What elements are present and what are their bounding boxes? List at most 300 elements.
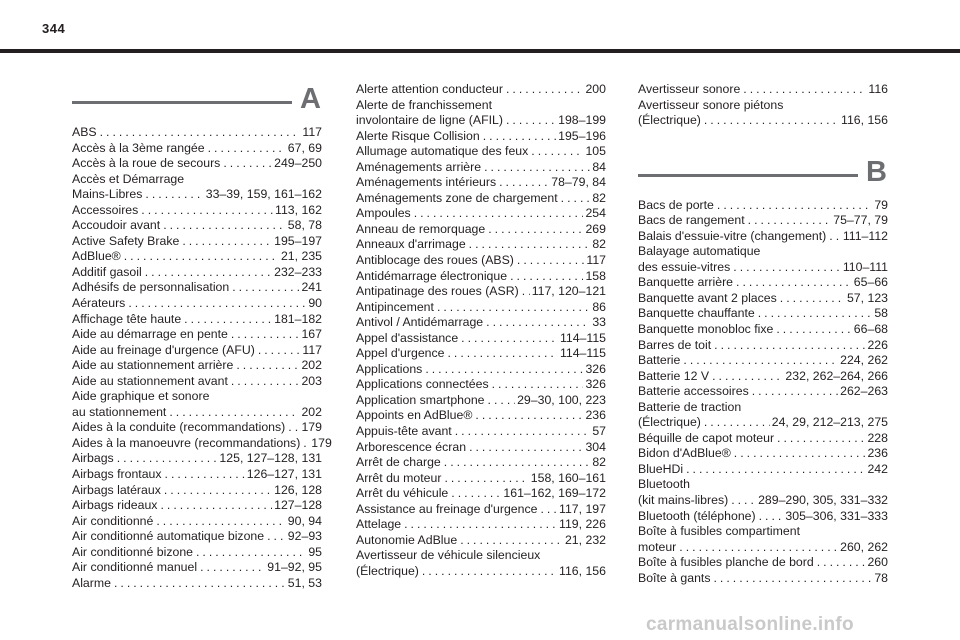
index-entry (638, 338, 888, 354)
index-entry (356, 471, 606, 487)
entry-line (638, 493, 888, 509)
entry-label: Attelage (356, 517, 402, 532)
entry-line (356, 269, 606, 285)
entry-label: Alarme (72, 575, 111, 590)
entry-line (356, 175, 606, 191)
dot-leader (506, 113, 556, 129)
entry-label: Airbags (72, 451, 114, 466)
index-entry (638, 477, 888, 508)
entry-label: Antidémarrage électronique (356, 268, 508, 283)
entry-line (72, 451, 322, 467)
entry-label: Banquette arrière (638, 275, 734, 290)
dot-leader (460, 533, 563, 549)
entry-label: Batterie accessoires (638, 384, 749, 399)
dot-leader (743, 82, 866, 98)
entry-line (356, 160, 606, 176)
entry-label: Aérateurs (72, 296, 126, 311)
index-entry (72, 358, 322, 374)
entry-pages: 200 (585, 82, 606, 96)
index-entry (72, 483, 322, 499)
entry-pages: 110–111 (842, 259, 888, 274)
entry-pages: 158, 160–161 (530, 470, 606, 485)
entry-line (638, 446, 888, 462)
index-entries (638, 82, 888, 129)
entry-line (356, 564, 606, 580)
entry-label: Antiblocage des roues (ABS) (356, 253, 514, 268)
index-entry (638, 82, 888, 98)
entry-label: Air conditionné (72, 513, 154, 528)
entry-line (72, 156, 322, 172)
index-entry (356, 517, 606, 533)
index-entry (638, 306, 888, 322)
dot-leader (683, 353, 838, 369)
entry-pages: 90 (308, 296, 322, 311)
entry-label: Application smartphone (356, 392, 485, 407)
index-entry (356, 455, 606, 471)
entry-pages: 105 (585, 144, 606, 159)
dot-leader (736, 275, 852, 291)
entry-label: Accoudoir avant (72, 218, 161, 233)
index-entry (72, 529, 322, 545)
section-letter: A (300, 83, 321, 115)
dot-leader (510, 269, 583, 285)
entry-line (356, 408, 606, 424)
index-entry (72, 265, 322, 281)
dot-leader (776, 322, 851, 338)
index-entry (72, 234, 322, 250)
index-entry (356, 408, 606, 424)
entry-label: Boîte à fusibles planche de bord (638, 555, 814, 570)
entry-pages: 241 (301, 280, 322, 295)
entry-label: Airbags frontaux (72, 467, 162, 482)
entry-pages: 236 (585, 408, 606, 423)
index-entry (72, 374, 322, 390)
entry-line (72, 249, 322, 265)
section-rule (638, 174, 858, 177)
index-entry (638, 462, 888, 478)
entry-line (72, 467, 322, 483)
dot-leader (165, 467, 245, 483)
entry-label: Air conditionné automatique bizone (72, 529, 265, 544)
dot-leader (145, 265, 272, 281)
entry-line (72, 218, 322, 234)
dot-leader (182, 234, 272, 250)
index-entry (356, 300, 606, 316)
entry-pages: 254 (585, 206, 606, 221)
entry-pages: 114–115 (559, 330, 606, 345)
index-entry (638, 213, 888, 229)
index-entry (72, 514, 322, 530)
index-entry (72, 435, 332, 452)
index-entry (356, 175, 606, 191)
entry-line (638, 571, 888, 587)
dot-leader (488, 222, 583, 238)
index-entry (72, 343, 322, 359)
index-entry (356, 548, 606, 579)
index-entry (356, 346, 606, 362)
dot-leader (414, 206, 584, 222)
dot-leader (561, 191, 591, 207)
entry-label: Appuis-tête avant (356, 424, 452, 439)
entry-pages: 78–79, 84 (551, 175, 606, 190)
entry-line (638, 229, 888, 245)
dot-leader (777, 431, 865, 447)
entry-line (638, 306, 888, 322)
index-entry (72, 141, 322, 157)
dot-leader (499, 175, 549, 191)
entry-line (356, 377, 606, 393)
entry-label: BlueHDi (638, 461, 684, 476)
entry-line (72, 187, 322, 203)
entry-label: Autonomie AdBlue (356, 532, 458, 547)
index-entries (356, 82, 606, 580)
dot-leader (486, 315, 590, 331)
dot-leader (200, 560, 265, 576)
dot-leader (303, 436, 309, 452)
index-entry (638, 509, 888, 525)
entry-pages: 289–290, 305, 331–332 (758, 493, 888, 508)
entry-pages: 203 (301, 373, 322, 388)
entry-label: Additif gasoil (72, 264, 142, 279)
dot-leader (184, 312, 272, 328)
entry-line (638, 338, 888, 354)
dot-leader (404, 517, 557, 533)
entry-line (356, 144, 606, 160)
index-entry (356, 315, 606, 331)
index-entry (638, 369, 888, 385)
entry-label: Mains-Libres (72, 187, 143, 202)
entry-line (356, 517, 606, 533)
dot-leader (141, 203, 273, 219)
entry-pages: 114–115 (559, 346, 606, 361)
entry-heading: Avertisseur sonore piétons (638, 97, 784, 112)
entry-label: Barres de toit (638, 337, 712, 352)
entry-label: Bluetooth (téléphone) (638, 508, 756, 523)
dot-leader (444, 471, 528, 487)
index-entry (638, 555, 888, 571)
dot-leader (704, 113, 839, 129)
entry-pages: 262–263 (840, 384, 888, 399)
entry-pages: 91–92, 95 (267, 560, 322, 575)
entry-label: (Électrique) (638, 415, 701, 430)
entry-pages: 57, 123 (846, 290, 888, 305)
entry-label: Banquette monobloc fixe (638, 322, 774, 337)
index-entry (356, 440, 606, 456)
entry-pages: 179 (311, 435, 332, 450)
entry-pages: 198–199 (558, 113, 606, 128)
entry-pages: 33 (592, 315, 606, 330)
index-entry (638, 431, 888, 447)
entry-line (72, 529, 322, 545)
dot-leader (758, 306, 873, 322)
dot-leader (734, 446, 866, 462)
index-entry (72, 451, 322, 467)
entry-pages: 260 (867, 555, 888, 570)
entry-label: Béquille de capot moteur (638, 430, 775, 445)
entry-label: Aménagements intérieurs (356, 175, 497, 190)
entry-pages: 326 (585, 361, 606, 376)
entry-pages: 125, 127–128, 131 (219, 451, 322, 466)
entry-line (72, 312, 322, 328)
dot-leader (444, 455, 591, 471)
entry-pages: 67, 69 (287, 140, 322, 155)
entry-line (638, 82, 888, 98)
dot-leader (288, 420, 299, 436)
index-entry (638, 400, 888, 431)
entry-heading: Accès et Démarrage (72, 171, 185, 186)
dot-leader (712, 369, 783, 385)
entry-line (72, 234, 322, 250)
entry-label: Arrêt du véhicule (356, 486, 449, 501)
entry-line (356, 471, 606, 487)
entry-label: Air conditionné bizone (72, 544, 193, 559)
entry-line (72, 420, 322, 436)
entry-line (638, 322, 888, 338)
entry-pages: 167 (301, 327, 322, 342)
header-rule (0, 49, 960, 53)
entry-pages: 117 (302, 342, 322, 357)
entry-pages: 24, 29, 212–213, 275 (771, 415, 888, 430)
dot-leader (540, 502, 557, 518)
dot-leader (704, 415, 770, 431)
entry-line (72, 358, 322, 374)
entry-line (638, 555, 888, 571)
dot-leader (461, 331, 558, 347)
dot-leader (714, 338, 865, 354)
entry-pages: 57 (592, 424, 606, 439)
entry-line (638, 260, 888, 276)
dot-leader (196, 545, 306, 561)
entry-pages: 326 (585, 377, 606, 392)
dot-leader (817, 555, 866, 571)
entry-heading: Aide graphique et sonore (72, 389, 210, 404)
entry-pages: 260, 262 (840, 539, 888, 554)
dot-leader (169, 405, 299, 421)
entry-pages: 82 (592, 190, 606, 205)
entry-pages: 195–196 (558, 128, 606, 143)
dot-leader (733, 260, 841, 276)
entry-label: Appoints en AdBlue® (356, 408, 473, 423)
dot-leader (492, 377, 584, 393)
dot-leader (759, 509, 784, 525)
entry-pages: 65–66 (853, 275, 888, 290)
entry-pages: 75–77, 79 (833, 213, 888, 228)
index-entry (356, 160, 606, 176)
index-entry (356, 237, 606, 253)
entry-pages: 58, 78 (287, 218, 322, 233)
entry-label: Bacs de rangement (638, 213, 745, 228)
entry-line (638, 213, 888, 229)
entry-line (72, 560, 322, 576)
entry-label: Aide au stationnement arrière (72, 358, 234, 373)
dot-leader (422, 564, 557, 580)
index-entry (72, 296, 322, 312)
entry-line (638, 540, 888, 556)
dot-leader (484, 160, 590, 176)
entry-label: Assistance au freinage d'urgence (356, 501, 538, 516)
entry-line (72, 576, 322, 592)
entry-label: Affichage tête haute (72, 311, 182, 326)
entry-line (72, 483, 322, 499)
dot-leader (829, 229, 841, 245)
entry-pages: 29–30, 100, 223 (517, 392, 606, 407)
entry-label: Balais d'essuie-vitre (changement) (638, 228, 827, 243)
entry-line (72, 265, 322, 281)
entry-pages: 242 (867, 461, 888, 476)
entry-pages: 161–162, 169–172 (503, 486, 606, 501)
index-entry (356, 206, 606, 222)
entry-label: Airbags latéraux (72, 482, 161, 497)
entry-label: Banquette avant 2 places (638, 290, 777, 305)
entry-label: des essuie-vitres (638, 259, 731, 274)
index-entry (72, 545, 322, 561)
entry-label: (Électrique) (356, 563, 419, 578)
entry-label: Antipincement (356, 299, 434, 314)
entry-line (72, 280, 322, 296)
dot-leader (679, 540, 838, 556)
entry-label: Accès à la roue de secours (72, 156, 221, 171)
entry-heading: Alerte de franchissement (356, 97, 493, 112)
dot-leader (780, 291, 845, 307)
index-entry (356, 424, 606, 440)
entry-label: Aides à la manoeuvre (recommandations) (72, 435, 301, 450)
entry-line (72, 343, 322, 359)
entry-line (638, 198, 888, 214)
entry-pages: 51, 53 (287, 575, 322, 590)
index-entry (72, 327, 322, 343)
dot-leader (483, 129, 556, 145)
dot-leader (156, 514, 285, 530)
index-entry (72, 389, 322, 420)
index-entry (356, 253, 606, 269)
entry-line (638, 353, 888, 369)
index-entry (72, 218, 322, 234)
index-entry (638, 322, 888, 338)
entry-line (638, 275, 888, 291)
entry-label: (Électrique) (638, 113, 701, 128)
entry-label: Active Safety Brake (72, 233, 180, 248)
dot-leader (232, 280, 299, 296)
index-entries (638, 198, 888, 587)
index-entry (356, 144, 606, 160)
entry-line (638, 291, 888, 307)
entry-pages: 304 (585, 439, 606, 454)
index-entry (638, 275, 888, 291)
dot-leader (114, 576, 286, 592)
entry-line (356, 393, 606, 409)
dot-leader (100, 125, 301, 141)
entry-line (638, 431, 888, 447)
index-entry (356, 331, 606, 347)
index-entry (638, 524, 888, 555)
dot-leader (208, 141, 286, 157)
index-entry (638, 198, 888, 214)
dot-leader (164, 483, 272, 499)
entry-line (638, 384, 888, 400)
entry-pages: 226 (867, 337, 888, 352)
entry-line (72, 296, 322, 312)
entry-label: involontaire de ligne (AFIL) (356, 113, 503, 128)
entry-label: Antipatinage des roues (ASR) (356, 284, 519, 299)
index-entries (72, 125, 332, 591)
index-column-2 (356, 82, 606, 580)
entry-line (638, 113, 888, 129)
entry-line (356, 284, 606, 300)
dot-leader (128, 296, 306, 312)
entry-pages: 232, 262–264, 266 (785, 368, 888, 383)
entry-label: Aide au stationnement avant (72, 373, 228, 388)
dot-leader (117, 451, 218, 467)
entry-pages: 117, 120–121 (531, 284, 606, 299)
entry-pages: 82 (592, 237, 606, 252)
index-entry (638, 446, 888, 462)
entry-pages: 179 (301, 420, 322, 435)
entry-line (638, 509, 888, 525)
entry-line (72, 405, 322, 421)
entry-pages: 21, 232 (564, 532, 606, 547)
entry-label: Boîte à gants (638, 570, 711, 585)
dot-leader (531, 144, 583, 160)
entry-line (638, 415, 888, 431)
index-entry (72, 203, 322, 219)
dot-leader (236, 358, 299, 374)
entry-line (72, 141, 322, 157)
section-header-b (638, 155, 888, 195)
index-entry (638, 98, 888, 129)
dot-leader (437, 300, 590, 316)
entry-label: Accès à la 3ème rangée (72, 140, 205, 155)
entry-heading: Bluetooth (638, 477, 690, 492)
entry-label: moteur (638, 539, 677, 554)
index-entry (356, 269, 606, 285)
entry-pages: 78 (874, 570, 888, 585)
entry-label: Appel d'urgence (356, 346, 445, 361)
dot-leader (231, 374, 300, 390)
entry-line (72, 498, 322, 514)
page-number: 344 (42, 21, 66, 36)
entry-label: Airbags rideaux (72, 498, 158, 513)
entry-label: Anneau de remorquage (356, 221, 486, 236)
entry-pages: 117 (302, 125, 322, 139)
index-entry (638, 291, 888, 307)
entry-label: Aménagements zone de chargement (356, 190, 558, 205)
index-entry (72, 498, 322, 514)
dot-leader (713, 571, 872, 587)
entry-pages: 126–127, 131 (246, 467, 322, 482)
entry-pages: 249–250 (274, 156, 322, 171)
index-entry (356, 533, 606, 549)
index-entry (72, 156, 322, 172)
dot-leader (717, 198, 872, 214)
entry-pages: 116 (868, 82, 888, 96)
index-entry (72, 172, 322, 203)
entry-pages: 90, 94 (287, 513, 322, 528)
index-entry (638, 229, 888, 245)
entry-label: AdBlue® (72, 249, 121, 264)
entry-line (356, 533, 606, 549)
dot-leader (258, 343, 301, 359)
dot-leader (223, 156, 272, 172)
dot-leader (124, 249, 279, 265)
index-entry (72, 576, 322, 592)
entry-line (356, 440, 606, 456)
entry-line (356, 191, 606, 207)
entry-label: Ampoules (356, 206, 411, 221)
entry-pages: 269 (585, 221, 606, 236)
entry-label: Antivol / Antidémarrage (356, 315, 484, 330)
entry-pages: 127–128 (274, 498, 322, 513)
entry-label: Bacs de porte (638, 197, 714, 212)
